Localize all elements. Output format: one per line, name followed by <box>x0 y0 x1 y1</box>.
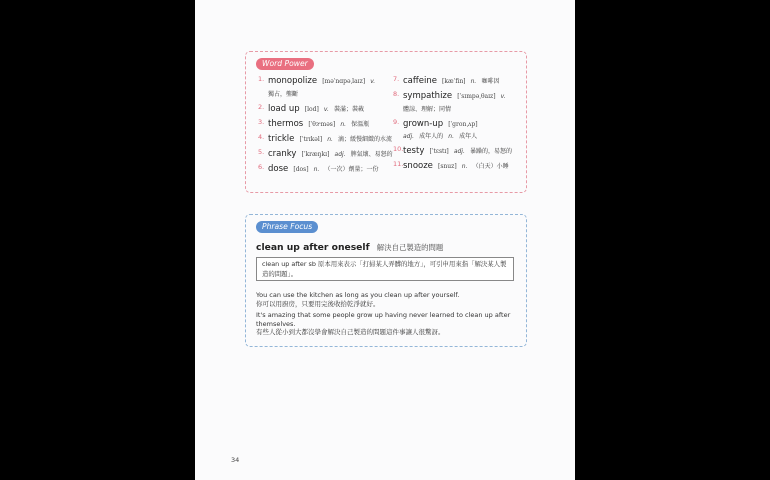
vocab-def: 咖啡因 <box>481 78 500 85</box>
vocab-def: 體諒、理解；同情 <box>403 105 452 113</box>
vocab-pos: n. <box>470 78 477 85</box>
vocab-pos: v. <box>323 105 329 113</box>
vocab-word: load up <box>268 103 300 114</box>
vocab-pos: adj. <box>403 133 415 140</box>
vocab-word: dose <box>268 163 289 174</box>
vocab-item: 11. snooze [snuz] n. （白天）小睡 <box>393 160 509 171</box>
phrase-note: clean up after sb 原本用來表示「打掃某人弄髒的地方」，可引申用來指「解決某人製造的問題」。 <box>256 257 514 281</box>
vocab-def: 滴；緩慢細緻的水流 <box>338 135 393 143</box>
vocab-pos: n. <box>461 163 468 170</box>
vocab-word: caffeine <box>403 76 437 86</box>
example-sentence <box>256 291 520 308</box>
vocab-item: 8. sympathize [ˈsɪmpəˌθaɪz] v. 體諒、理解；同情 <box>393 90 506 113</box>
vocab-def: 獨占，壟斷 <box>268 90 299 98</box>
vocab-ipa: [ˈsɪmpəˌθaɪz] <box>457 93 496 100</box>
vocab-ipa: [ˈtrɪkəl] <box>299 135 323 143</box>
example-chinese: 有些人從小到大都沒學會解決自己製造的問題這件事讓人很驚訝。 <box>256 328 445 336</box>
vocab-word: monopolize <box>268 76 318 86</box>
vocab-ipa: [ˈθɝməs] <box>308 120 336 128</box>
phrase-focus-box <box>245 214 527 347</box>
vocab-def: （一次）劑量；一份 <box>324 165 379 173</box>
example-sentence <box>256 311 520 337</box>
vocab-pos: adj. <box>453 148 465 155</box>
vocab-ipa: [snuz] <box>438 163 457 170</box>
page-number: 34 <box>231 456 240 464</box>
word-list-left <box>258 74 394 177</box>
vocab-pos: n. <box>340 120 347 128</box>
word-list-right <box>393 74 523 174</box>
vocab-item: 7. caffeine [kæˈfin] n. 咖啡因 <box>393 75 500 86</box>
vocab-item: 1. monopolize [məˈnɑpəˌlaɪz] v. 獨占，壟斷 <box>258 75 376 98</box>
vocab-word: snooze <box>403 161 433 171</box>
vocab-ipa: [dos] <box>293 165 309 173</box>
vocab-pos: adj. <box>334 150 346 158</box>
vocab-def: 暴躁的，易怒的 <box>469 148 512 155</box>
vocab-word: sympathize <box>403 91 453 101</box>
vocab-pos: v. <box>500 93 506 100</box>
vocab-def: 成年人的 <box>419 133 444 140</box>
vocab-item: 6. dose [dos] n. （一次）劑量；一份 <box>258 162 379 174</box>
word-power-box <box>245 51 527 193</box>
vocab-word: testy <box>403 146 425 156</box>
vocab-def-2: 成年人 <box>459 133 478 140</box>
phrase-title <box>256 242 443 253</box>
vocab-ipa: [ˈtɛstɪ] <box>429 148 449 155</box>
vocab-def: 保溫瓶 <box>351 120 370 128</box>
vocab-word: trickle <box>268 133 295 144</box>
vocab-item: 9. grown-up [ˈgronˌʌp] adj. 成年人的 n. 成年人 <box>393 117 478 140</box>
vocab-item: 2. load up [lod] v. 裝滿；裝載 <box>258 102 364 114</box>
vocab-item: 4. trickle [ˈtrɪkəl] n. 滴；緩慢細緻的水流 <box>258 132 393 144</box>
example-english: You can use the kitchen as long as you clean up after yourself. <box>256 291 460 299</box>
vocab-pos: n. <box>313 165 320 173</box>
example-english: It's amazing that some people grow up having never learned to clean up after themselves. <box>256 311 511 328</box>
vocab-item: 5. cranky [ˈkræŋkɪ] adj. 脾氣壞、易怒的 <box>258 147 393 159</box>
vocab-item: 10. testy [ˈtɛstɪ] adj. 暴躁的，易怒的 <box>393 145 512 156</box>
word-power-tag: Word Power <box>256 58 314 70</box>
vocab-pos: v. <box>370 78 376 85</box>
vocab-word: thermos <box>268 118 304 129</box>
vocab-item: 3. thermos [ˈθɝməs] n. 保溫瓶 <box>258 117 370 129</box>
phrase-focus-tag: Phrase Focus <box>256 221 318 233</box>
vocab-ipa: [ˈkræŋkɪ] <box>301 150 330 158</box>
vocab-pos: n. <box>327 135 333 143</box>
vocab-ipa: [lod] <box>304 105 319 113</box>
vocab-def: 脾氣壞、易怒的 <box>350 150 393 158</box>
vocab-def: 裝滿；裝載 <box>333 105 364 113</box>
phrase-english: clean up after oneself <box>256 242 370 253</box>
vocab-word: grown-up <box>403 118 444 129</box>
document-page <box>195 0 575 480</box>
vocab-pos-2: n. <box>448 133 454 140</box>
vocab-ipa: [məˈnɑpəˌlaɪz] <box>322 78 366 85</box>
vocab-word: cranky <box>268 148 297 159</box>
vocab-ipa: [ˈgronˌʌp] <box>448 120 478 128</box>
vocab-ipa: [kæˈfin] <box>442 78 466 85</box>
phrase-chinese: 解決自己製造的問題 <box>376 243 444 252</box>
vocab-def: （白天）小睡 <box>472 163 509 170</box>
example-chinese: 你可以用廚房，只要用完後收拾乾淨就好。 <box>256 299 380 308</box>
